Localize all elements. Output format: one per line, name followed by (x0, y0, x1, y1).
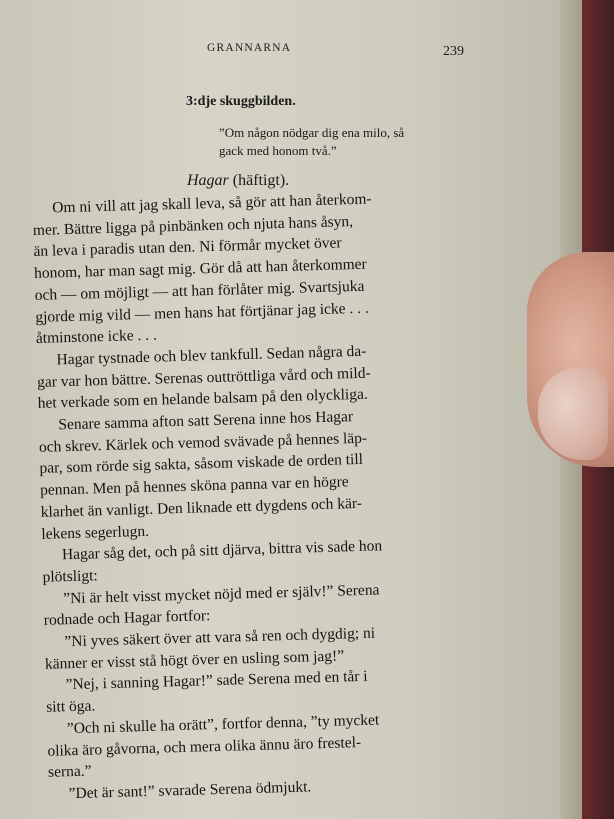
text-line: pennan. Men på hennes sköna panna var en högre (39, 473, 349, 500)
text-line: gjorde mig vild — men hans hat förtjänar jag icke . . . (35, 299, 370, 326)
text-line: sitt öga. (45, 697, 96, 716)
text-line: och — om möjligt — att han förlåter mig. Svartsjuka (34, 277, 365, 304)
text-line: Hagar tystnade och blev tankfull. Sedan några da- (56, 342, 367, 369)
text-line: ”Nej, i sanning Hagar!” sade Serena med en tår i (65, 668, 368, 694)
body-text (32, 184, 539, 805)
text-line: rodnade och Hagar fortfor: (43, 607, 211, 630)
text-line: ”Ni är helt visst mycket nöjd med er själv!” Serena (62, 581, 380, 607)
section-title: 3:dje skuggbilden. (186, 94, 296, 109)
epigraph-line: gack med honom två.” (219, 143, 337, 158)
text-line: lekens segerlugn. (41, 522, 150, 543)
text-line: serna.” (47, 762, 92, 782)
text-line: olika äro gåvorna, och mera olika ännu äro frestel- (47, 733, 362, 760)
speaker-name: Hagar (187, 172, 229, 189)
page-number: 239 (443, 44, 464, 59)
text-line: Hagar såg det, och på sitt djärva, bittra vis sade hon (61, 537, 383, 564)
text-line: Om ni vill att jag skall leva, så gör att han återkom- (52, 190, 372, 217)
text-line: ”Och ni skulle ha orätt”, fortfor denna, ”ty mycket (66, 711, 380, 738)
text-line: ”Det är sant!” svarade Serena ödmjukt. (68, 778, 312, 803)
text-line: het verkade som en helande balsam på den olyckliga. (37, 386, 368, 413)
stage-direction: (häftigt). (228, 172, 290, 189)
text-line: klarhet än vanligt. Den liknade ett dygdens och kär- (40, 494, 363, 521)
epigraph (219, 124, 509, 160)
text-line: gar var hon bättre. Serenas outtröttliga vård och mild- (36, 364, 371, 391)
speaker-heading (187, 172, 289, 190)
text-line: par, som rörde sig sakta, såsom viskade de orden till (39, 451, 364, 478)
text-line: plötsligt: (42, 567, 98, 586)
text-line: mer. Bättre ligga på pinbänken och njuta hans åsyn, (32, 212, 354, 239)
text-line: honom, har man sagt mig. Gör då att han återkommer (33, 255, 367, 283)
epigraph-line: ”Om någon nödgar dig ena milo, så (219, 125, 405, 140)
text-line: än leva i paradis utan den. Ni förmår mycket över (33, 234, 342, 261)
text-line: och skrev. Kärlek och vemod svävade på hennes läp- (38, 429, 368, 456)
text-line: åtminstone icke . . . (35, 326, 158, 348)
text-line: Senare samma afton satt Serena inne hos Hagar (58, 408, 354, 434)
running-title: GRANNARNA (207, 42, 292, 54)
text-line: känner er visst stå högt över en usling som jag!” (44, 647, 345, 673)
text-line: ”Ni yves säkert över att vara så ren och dygdig; ni (64, 624, 376, 651)
